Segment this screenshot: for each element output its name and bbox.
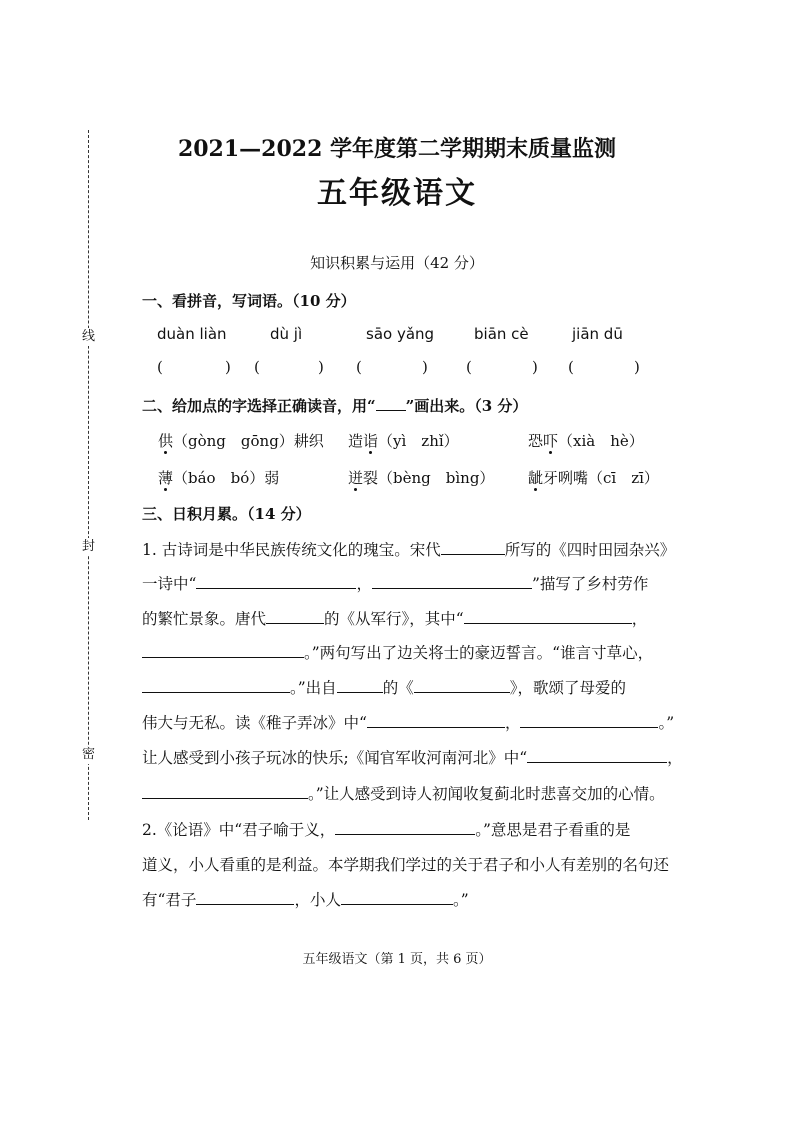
q2-item-bao [158, 467, 279, 488]
q2-underline-sample [376, 396, 406, 411]
q3-line-9-text-b: 。”意思是君子看重的是 [475, 821, 631, 839]
q1-answer-5-open: ( [568, 358, 574, 376]
q1-answer-2-open: ( [254, 358, 260, 376]
q3-blank-youziyin[interactable] [414, 678, 510, 693]
binding-line [88, 130, 90, 820]
q2-item-ci-options: 牙咧嘴（cī zī） [543, 469, 659, 487]
q3-heading: 三、日积月累。（14 分） [142, 505, 311, 523]
q1-answer-4-open: ( [466, 358, 472, 376]
exam-subtitle: 五年级语文 [317, 176, 477, 211]
q3-line-11-text-b: ，小人 [294, 891, 341, 909]
q1-pinyin-5: jiān dū [572, 325, 623, 343]
q3-line-10: 道义，小人看重的是利益。本学期我们学过的关于君子和小人有差别的名句还 [142, 856, 670, 874]
q2-heading-part-a: 二、给加点的字选择正确读音，用“ [142, 397, 376, 415]
q3-line-2 [142, 572, 648, 594]
q1-answer-1-close: ) [225, 358, 231, 376]
q3-line-3-text-a: 的繁忙景象。唐代 [142, 610, 267, 628]
q3-line-5-text-b: 的《 [382, 679, 414, 697]
q3-line-8 [142, 782, 665, 804]
q3-line-1-text-b: 所写的《四时田园杂兴》 [504, 541, 676, 559]
binding-char-mi: 密 [82, 747, 96, 762]
exam-title: 2021—2022 学年度第二学期期末质量监测 [177, 136, 617, 162]
q3-blank-zhizi-1[interactable] [367, 713, 505, 728]
binding-char-xian: 线 [82, 329, 96, 344]
q3-blank-wenguanjun-2[interactable] [142, 784, 308, 799]
q2-item-xia-char: 吓 [543, 432, 559, 450]
q1-pinyin-4: biān cè [474, 325, 529, 343]
q2-item-gong [158, 430, 324, 451]
q2-heading-part-b: ”画出来。（3 分） [405, 397, 528, 415]
q3-line-6-comma: ， [504, 714, 521, 732]
q1-answer-3-open: ( [356, 358, 362, 376]
q2-item-bao-options: （báo bó）弱 [173, 469, 280, 487]
q3-line-7 [142, 746, 683, 768]
q3-blank-congjunxing-1[interactable] [464, 609, 632, 624]
q3-line-5-text-a: 。”出自 [290, 679, 337, 697]
q3-line-2-text-a: 一诗中“ [142, 575, 197, 593]
q3-line-1 [142, 538, 675, 560]
q1-pinyin-1: duàn liàn [157, 325, 227, 343]
q3-line-9-text-a: 2.《论语》中“君子喻于义， [142, 821, 336, 839]
q3-line-6-text-c: 。” [658, 714, 675, 732]
q3-line-7-text-a: 让人感受到小孩子玩冰的快乐;《闻官军收河南河北》中“ [142, 749, 528, 767]
q2-item-xia-options: （xià hè） [558, 432, 644, 450]
q3-line-7-comma: ， [667, 749, 683, 767]
q3-line-2-comma: ， [356, 575, 372, 593]
q3-line-11-text-a: 有“君子 [142, 891, 197, 909]
q3-blank-zhizi-2[interactable] [520, 713, 658, 728]
q3-line-11 [142, 888, 469, 910]
q3-line-6-text-a: 伟大与无私。读《稚子弄冰》中“ [142, 714, 367, 732]
q3-blank-wenguanjun-1[interactable] [527, 748, 667, 763]
q3-line-4 [142, 641, 653, 663]
q1-answer-4-close: ) [532, 358, 538, 376]
q2-item-yi-pre: 造 [348, 432, 364, 450]
q1-answer-1-open: ( [157, 358, 163, 376]
q1-answer-2-close: ) [318, 358, 324, 376]
q3-line-6 [142, 711, 674, 733]
q3-line-11-text-c: 。” [452, 891, 469, 909]
q2-item-xia-pre: 恐 [528, 432, 544, 450]
q3-blank-junzi[interactable] [196, 890, 294, 905]
q1-answer-5-close: ) [634, 358, 640, 376]
q2-item-beng-char: 迸 [348, 469, 364, 487]
q1-pinyin-3: sāo yǎng [366, 325, 435, 343]
q1-answer-3-close: ) [422, 358, 428, 376]
binding-char-feng: 封 [82, 539, 96, 554]
q1-pinyin-2: dù jì [270, 325, 303, 343]
q3-line-4-text-a: 。”两句写出了边关将士的豪迈誓言。“谁言寸草心， [304, 644, 654, 662]
q3-blank-congjunxing-2[interactable] [142, 643, 304, 658]
q3-line-3-text-b: 的《从军行》，其中“ [324, 610, 464, 628]
q2-item-bao-char: 薄 [158, 469, 174, 487]
q3-blank-xiaoren[interactable] [341, 890, 453, 905]
q3-blank-cuncao[interactable] [142, 678, 290, 693]
q3-blank-mengjiao[interactable] [337, 678, 383, 693]
q2-item-xia [528, 430, 644, 451]
q2-item-yi-options: （yì zhǐ） [378, 432, 459, 450]
q3-line-8-text-a: 。”让人感受到诗人初闻收复蓟北时悲喜交加的心情。 [308, 785, 665, 803]
q2-item-beng-options: 裂（bèng bìng） [363, 469, 495, 487]
q2-item-beng [348, 467, 494, 488]
q3-blank-tang-poet[interactable] [266, 609, 324, 624]
q3-line-2-text-c: ”描写了乡村劳作 [531, 575, 649, 593]
q3-line-9 [142, 818, 630, 840]
q3-line-3-comma: ， [631, 610, 648, 628]
q3-line-5-text-c: 》，歌颂了母爱的 [509, 679, 626, 697]
q3-blank-lunyu[interactable] [335, 820, 475, 835]
q3-line-3 [142, 607, 647, 629]
q2-item-ci-char: 龇 [528, 469, 544, 487]
q2-item-gong-options: （gòng gōng）耕织 [173, 432, 324, 450]
q2-item-yi-char: 诣 [363, 432, 379, 450]
section-title: 知识积累与运用（42 分） [310, 254, 484, 272]
q2-item-gong-char: 供 [158, 432, 174, 450]
q1-heading: 一、看拼音，写词语。（10 分） [142, 292, 356, 310]
q3-line-1-text-a: 1. 古诗词是中华民族传统文化的瑰宝。宋代 [142, 541, 441, 559]
q3-blank-song-poet[interactable] [441, 540, 505, 555]
page-footer: 五年级语文（第 1 页，共 6 页） [302, 952, 492, 967]
q2-heading [142, 395, 527, 416]
q3-blank-poem-line-2[interactable] [372, 574, 532, 589]
q2-item-ci [528, 467, 659, 488]
q3-blank-poem-line-1[interactable] [196, 574, 356, 589]
q2-item-yi [348, 430, 459, 451]
q3-line-5 [142, 676, 626, 698]
